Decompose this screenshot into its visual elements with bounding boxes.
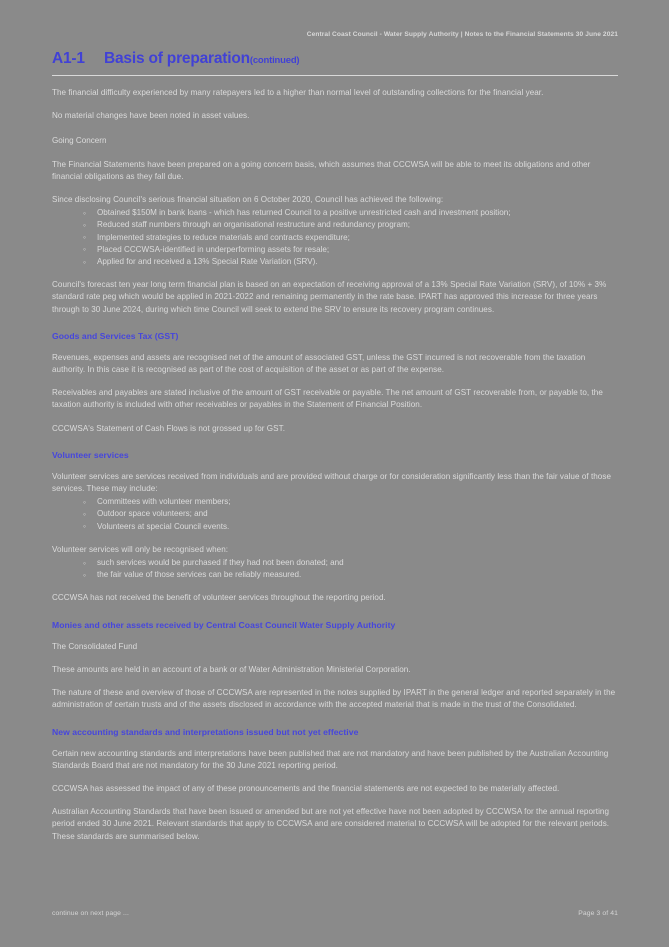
intro-paragraph-2: No material changes have been noted in asset values. [52,111,250,121]
monies-paragraph-2: The nature of these and overview of those of CCCWSA are represented in the notes supplied by IPART in the general ledger and reported separately in the administration of certain trusts and of the assets disclosed in accordance with the accepted material that is made in the trust of the Consolidated. [52,688,616,710]
list-item: ◦ Implemented strategies to reduce materials and contracts expenditure; [83,232,618,244]
list-item: ◦ the fair value of those services can be reliably measured. [83,569,618,581]
gst-heading: Goods and Services Tax (GST) [52,330,179,341]
volunteer-bullet-list-2 [52,557,618,581]
gst-paragraph-1: Revenues, expenses and assets are recognised net of the amount of associated GST, unless the GST incurred is not recoverable from the taxation authority. In this case it is recognised as part of the cost of acquisition of the asset or as part of the expense. [52,352,586,375]
monies-sub-heading: The Consolidated Fund [52,641,138,651]
volunteer-paragraph-3: CCCWSA has not received the benefit of volunteer services throughout the reporting period. [52,593,386,603]
going-concern-paragraph-1: The Financial Statements have been prepared on a going concern basis, which assumes that CCCWSA will be able to meet its obligations and other financial obligations as they fall due. [52,159,591,181]
section-continued-label: (continued) [249,55,300,66]
page-title [52,50,618,68]
list-item: ◦ Placed CCCWSA-identified in underperforming assets for resale; [83,244,618,256]
section-number: A1-1 [52,50,85,67]
page-content [52,0,618,843]
volunteer-bullet-list-1 [52,496,618,533]
new-standards-paragraph-2: CCCWSA has assessed the impact of any of these pronouncements and the financial statements are not expected to be materially affected. [52,783,560,793]
list-item: ◦ Reduced staff numbers through an organisational restructure and redundancy program; [83,219,618,231]
gst-paragraph-3: CCCWSA's Statement of Cash Flows is not grossed up for GST. [52,423,285,433]
volunteer-paragraph-2: Volunteer services will only be recognised when: [52,544,229,554]
footer-page-number: Page 3 of 41 [578,910,618,917]
title-divider [52,75,618,76]
going-concern-paragraph-2: Council's forecast ten year long term financial plan is based on an expectation of receiving approval of a 13% Special Rate Variation (SRV), of 10% + 3% standard rate peg which would be applied in 2021-2022 and remaining permanently in the rate base. IPART has approved this increase for three years through to 30 June 2024, during which time Council will seek to extend the SRV to ensure its recovery program continues. [52,280,607,314]
volunteer-paragraph-1: Volunteer services are services received from individuals and are provided without charge or for consideration significantly less than the fair value of those services. These may include: [52,471,612,494]
new-standards-paragraph-1: Certain new accounting standards and interpretations have been published that are not mandatory and have been published by the Australian Accounting Standards Board that are not mandatory for the 30 June 2021 reporting period. [52,748,609,770]
list-item: ◦ Applied for and received a 13% Special Rate Variation (SRV). [83,256,618,268]
monies-heading: Monies and other assets received by Central Coast Council Water Supply Authority [52,619,396,630]
footer-continued-note: continue on next page ... [52,910,129,917]
going-concern-lead-in: Since disclosing Council's serious financial situation on 6 October 2020, Council has achieved the following: [52,195,444,205]
volunteer-services-heading: Volunteer services [52,449,129,460]
list-item: ◦ Outdoor space volunteers; and [83,508,618,520]
list-item: ◦ Committees with volunteer members; [83,496,618,508]
monies-paragraph-1: These amounts are held in an account of a bank or of Water Administration Ministerial Corporation. [52,664,411,674]
new-standards-paragraph-3: Australian Accounting Standards that have been issued or amended but are not yet effective have not been adopted by CCCWSA for the annual reporting period ended 30 June 2021. Relevant standards that apply to CCCWSA and are considered material to CCCWSA will be adopted for the relevant periods. These standards are summarised below. [52,807,610,841]
list-item: ◦ such services would be purchased if they had not been donated; and [83,557,618,569]
section-title-text: Basis of preparation [104,50,250,67]
going-concern-heading: Going Concern [52,136,107,146]
page-footer [52,910,618,917]
document-header-breadcrumb: Central Coast Council - Water Supply Authority | Notes to the Financial Statements 30 June 2021 [306,31,618,38]
gst-paragraph-2: Receivables and payables are stated inclusive of the amount of GST receivable or payable. The net amount of GST recoverable from, or payable to, the taxation authority is included with other receivables or payables in the Statement of Financial Position. [52,388,603,410]
intro-paragraph-1: The financial difficulty experienced by many ratepayers led to a higher than normal level of outstanding collections for the financial year. [52,88,544,97]
list-item: ◦ Obtained $150M in bank loans - which has returned Council to a positive unrestricted cash and investment position; [83,207,618,219]
going-concern-bullet-list [52,207,618,268]
list-item: ◦ Volunteers at special Council events. [83,521,618,533]
new-standards-heading: New accounting standards and interpretations issued but not yet effective [52,726,359,737]
